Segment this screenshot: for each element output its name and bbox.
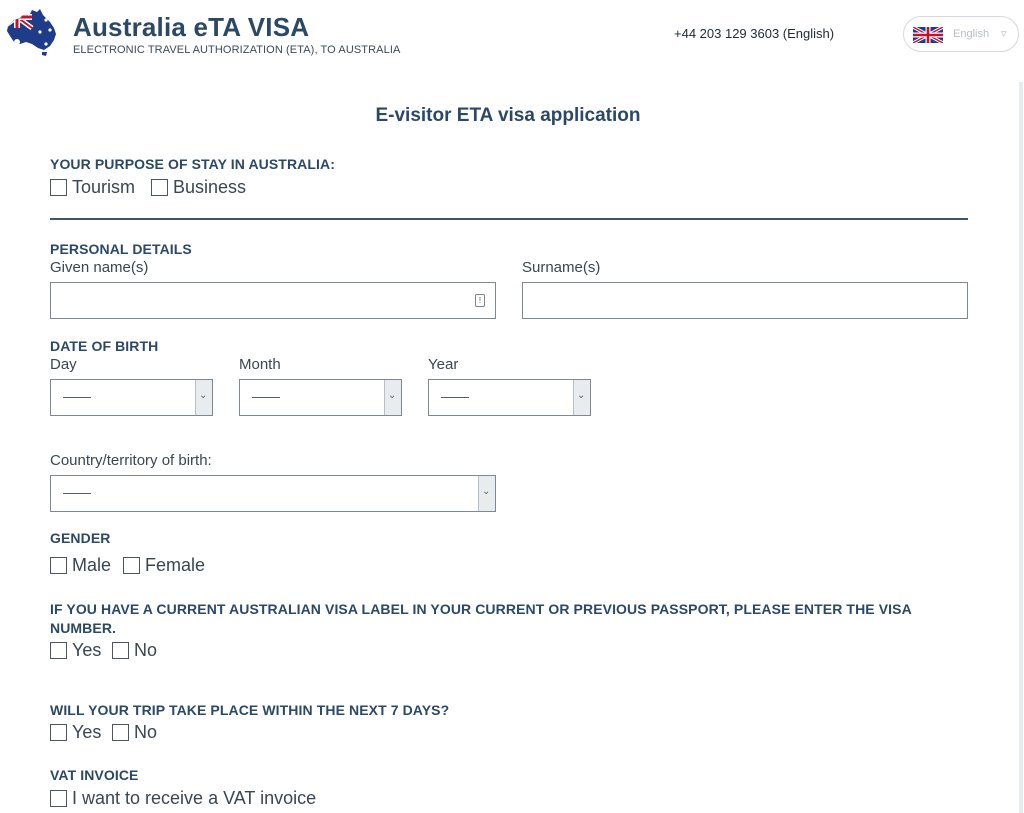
- chevron-down-icon: ▿: [1001, 28, 1007, 40]
- autofill-icon[interactable]: !: [475, 294, 485, 307]
- dob-day-label: Day: [50, 356, 77, 373]
- visa-label-no-checkbox[interactable]: [112, 640, 165, 661]
- gender-label: GENDER: [50, 530, 111, 546]
- trip-option-label: Yes: [72, 722, 102, 742]
- checkbox-box[interactable]: [50, 179, 67, 196]
- country-of-birth-label: Country/territory of birth:: [50, 452, 212, 469]
- purpose-tourism-checkbox[interactable]: [50, 177, 143, 198]
- surname-input[interactable]: [522, 282, 968, 319]
- checkbox-box[interactable]: [112, 642, 129, 659]
- checkbox-box[interactable]: [50, 724, 67, 741]
- dob-year-select[interactable]: [428, 379, 591, 416]
- brand-subtitle: ELECTRONIC TRAVEL AUTHORIZATION (ETA), TO AUSTRALIA: [73, 44, 401, 56]
- dob-month-label: Month: [239, 356, 281, 373]
- chevron-down-icon: ⌄: [577, 390, 586, 401]
- uk-flag-icon: [913, 27, 943, 43]
- given-name-label: Given name(s): [50, 259, 149, 276]
- dob-year-label: Year: [428, 356, 459, 373]
- dob-day-value: ——: [63, 388, 91, 404]
- dropdown-button[interactable]: [573, 380, 590, 415]
- visa-label-option: Yes: [72, 640, 102, 660]
- language-label: English: [953, 28, 990, 40]
- vat-invoice-option-label: I want to receive a VAT invoice: [72, 788, 317, 808]
- phone-number[interactable]: +44 203 129 3603 (English): [674, 26, 835, 41]
- dropdown-button[interactable]: [195, 380, 212, 415]
- gender-female-checkbox[interactable]: [123, 555, 213, 576]
- gender-male-checkbox[interactable]: [50, 555, 119, 576]
- dob-day-select[interactable]: [50, 379, 213, 416]
- trip-yes-checkbox[interactable]: [50, 722, 109, 743]
- brand-title[interactable]: Australia eTA VISA: [73, 12, 310, 42]
- dropdown-button[interactable]: [478, 476, 495, 511]
- dob-month-value: ——: [252, 388, 280, 404]
- trip-no-checkbox[interactable]: [112, 722, 165, 743]
- checkbox-box[interactable]: [50, 790, 67, 807]
- purpose-option-label: Business: [173, 177, 247, 197]
- visa-label-option: No: [134, 640, 158, 660]
- section-divider: [50, 218, 968, 220]
- country-of-birth-value: ——: [63, 484, 91, 500]
- dob-year-value: ——: [441, 388, 469, 404]
- page-side-border: [1019, 82, 1023, 813]
- vat-invoice-checkbox[interactable]: [50, 788, 324, 809]
- checkbox-box[interactable]: [50, 557, 67, 574]
- visa-label-yes-checkbox[interactable]: [50, 640, 109, 661]
- chevron-down-icon: ⌄: [388, 390, 397, 401]
- country-of-birth-select[interactable]: [50, 475, 496, 512]
- purpose-option-label: Tourism: [72, 177, 136, 197]
- australia-flag-map-logo[interactable]: [2, 6, 60, 58]
- gender-option-label: Male: [72, 555, 112, 575]
- form-title: E-visitor ETA visa application: [375, 105, 641, 126]
- gender-option-label: Female: [145, 555, 206, 575]
- chevron-down-icon: ⌄: [482, 486, 491, 497]
- trip-timing-question: WILL YOUR TRIP TAKE PLACE WITHIN THE NEXT 7 DAYS?: [50, 702, 450, 718]
- date-of-birth-label: DATE OF BIRTH: [50, 338, 159, 354]
- vat-invoice-label: VAT INVOICE: [50, 767, 139, 783]
- trip-option-label: No: [134, 722, 158, 742]
- personal-details-label: PERSONAL DETAILS: [50, 241, 192, 257]
- checkbox-box[interactable]: [112, 724, 129, 741]
- language-selector[interactable]: [903, 16, 1019, 52]
- purpose-label: YOUR PURPOSE OF STAY IN AUSTRALIA:: [50, 156, 335, 172]
- site-header: [0, 0, 1024, 72]
- chevron-down-icon: ⌄: [199, 390, 208, 401]
- given-name-input[interactable]: [50, 282, 496, 319]
- dropdown-button[interactable]: [384, 380, 401, 415]
- dob-month-select[interactable]: [239, 379, 402, 416]
- purpose-business-checkbox[interactable]: [151, 177, 254, 198]
- checkbox-box[interactable]: [123, 557, 140, 574]
- surname-label: Surname(s): [522, 259, 601, 276]
- checkbox-box[interactable]: [50, 642, 67, 659]
- visa-label-question: IF YOU HAVE A CURRENT AUSTRALIAN VISA LABEL IN YOUR CURRENT OR PREVIOUS PASSPORT, PLEASE ENTER THE VISA NUMBER.: [50, 601, 912, 636]
- checkbox-box[interactable]: [151, 179, 168, 196]
